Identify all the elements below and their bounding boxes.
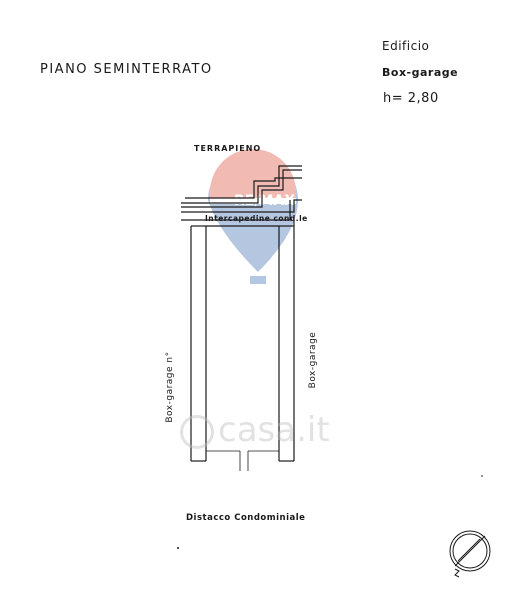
building-label: Edificio	[382, 39, 430, 53]
distacco-label: Distacco Condominiale	[186, 513, 306, 523]
right-box-label: Box-garage	[308, 331, 318, 389]
north-arrow-icon	[450, 531, 490, 577]
svg-text:RE/MAX: RE/MAX	[234, 193, 296, 209]
left-box-label: Box-garage n°	[165, 351, 175, 423]
unit-type-label: Box-garage	[382, 66, 459, 79]
height-label: h= 2,80	[383, 91, 439, 106]
garage-walls	[191, 220, 294, 471]
floor-title: PIANO SEMINTERRATO	[40, 62, 213, 77]
casa-watermark-text: casa.it	[218, 410, 330, 450]
terrapieno-label: TERRAPIENO	[194, 144, 262, 153]
intercapedine-label: Intercapedine cond.le	[205, 214, 308, 223]
